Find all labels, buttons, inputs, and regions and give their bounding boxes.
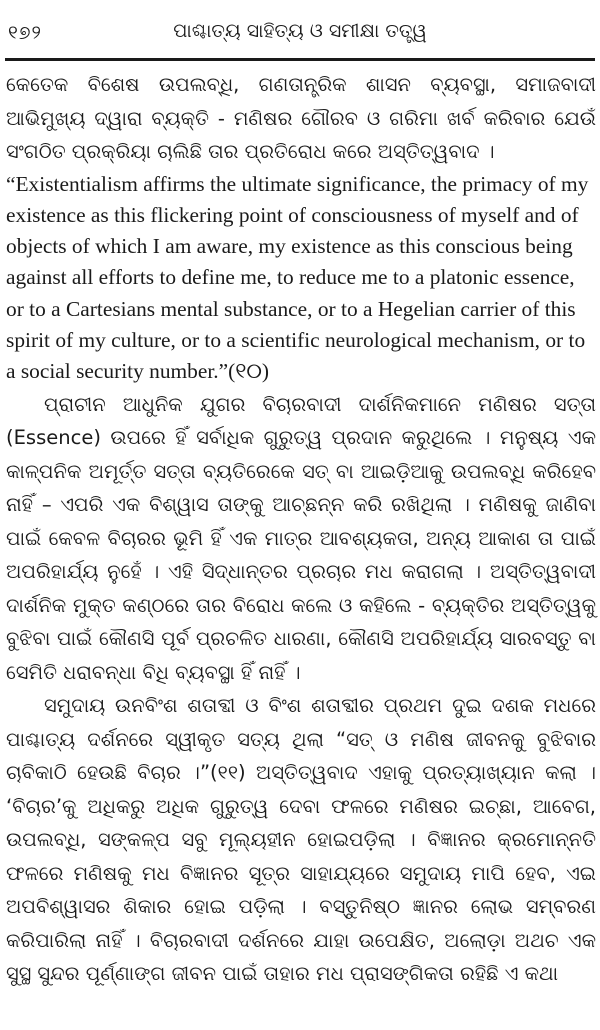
paragraph-1: କେତେକ ବିଶେଷ ଉପଲବ୍ଧି, ଗଣତାନ୍ତ୍ରିକ ଶାସନ ବ୍ୟବସ୍ଥା, ସମାଜବାଦୀ ଆଭିମୁଖ୍ୟ ଦ୍ୱାରା ବ୍ୟକ୍ତି - ମଣିଷର ଗୌରବ ଓ ଗରିମା ଖର୍ବ କରିବାର ଯେଉଁ ସଂଗଠିତ ପ୍ରକ୍ରିୟା ଚାଲିଛି ତାର ପ୍ରତିରୋଧ କରେ ଅସ୍ତିତ୍ୱବାଦ । <box>6 73 596 163</box>
header-rule <box>5 58 595 61</box>
page-number: ୧୭୨ <box>8 22 42 44</box>
page-header <box>0 8 600 48</box>
block-quote: “Existentialism affirms the ultimate significance, the primacy of my existence as this flickering point of consciousness of myself and of objects of which I am aware, my existence as this conscious being against all efforts to define me, to reduce me to a platonic essence, or to a Cartesians mental substance, or to a Hegelian carrier of this spirit of my culture, or to a scientific neurological mechanism, or to a social security number.”(୧୦) <box>6 171 589 384</box>
body-text <box>6 68 596 991</box>
paragraph-2: ପ୍ରାଚୀନ ଆଧୁନିକ ଯୁଗର ବିଚାରବାଦୀ ଦାର୍ଶନିକମାନେ ମଣିଷର ସତ୍ତା (Essence) ଉପରେ ହିଁ ସର୍ବାଧିକ ଗୁରୁତ୍ୱ ପ୍ରଦାନ କରୁଥିଲେ । ମନୁଷ୍ୟ ଏକ କାଳ୍ପନିକ ଅମୂର୍ତ୍ତ ସତ୍ତା ବ୍ୟତିରେକେ ସତ୍ ବା ଆଇଡ଼ିଆକୁ ଉପଲବ୍ଧି କରିହେବ ନାହିଁ – ଏପରି ଏକ ବିଶ୍ୱାସ ତାଙ୍କୁ ଆଚ୍ଛନ୍ନ କରି ରଖିଥିଲା । ମଣିଷକୁ ଜାଣିବା ପାଇଁ କେବଳ ବିଚାରର ଭୂମି ହିଁ ଏକ ମାତ୍ର ଆବଶ୍ୟକତା, ଅନ୍ୟ ଆକାଶ ତା ପାଇଁ ଅପରିହାର୍ଯ୍ୟ ନୁହେଁ । ଏହି ସିଦ୍ଧାନ୍ତର ପ୍ରଚାର ମଧ କରାଗଲା । ଅସ୍ତିତ୍ୱବାଦୀ ଦାର୍ଶନିକ ମୁକ୍ତ କଣ୍ଠରେ ତାର ବିରୋଧ କଲେ ଓ କହିଲେ - ବ୍ୟକ୍ତିର ଅସ୍ତିତ୍ୱକୁ ବୁଝିବା ପାଇଁ କୌଣସି ପୂର୍ବ ପ୍ରଚଳିତ ଧାରଣା, କୌଣସି ଅପରିହାର୍ଯ୍ୟ ସାରବସ୍ତୁ ବା ସେମିତି ଧରାବନ୍ଧା ବିଧି ବ୍ୟବସ୍ଥା ହିଁ ନାହିଁ । <box>6 392 596 684</box>
paragraph-3: ସମୁଦାୟ ଉନବିଂଶ ଶତାବ୍ଦୀ ଓ ବିଂଶ ଶତାବ୍ଦୀର ପ୍ରଥମ ଦୁଇ ଦଶକ ମଧରେ ପାଶ୍ଚାତ୍ୟ ଦର୍ଶନରେ ସ୍ୱୀକୃତ ସତ୍ୟ ଥିଲା “ସତ୍ ଓ ମଣିଷ ଜୀବନକୁ ବୁଝିବାର ଚାବିକାଠି ହେଉଛି ବିଚାର ।”(୧୧) ଅସ୍ତିତ୍ୱବାଦ ଏହାକୁ ପ୍ରତ୍ୟାଖ୍ୟାନ କଲା । ‘ବିଚାର’କୁ ଅଧିକରୁ ଅଧିକ ଗୁରୁତ୍ୱ ଦେବା ଫଳରେ ମଣିଷର ଇଚ୍ଛା, ଆବେଗ, ଉପଲବ୍ଧି, ସଙ୍କଳ୍ପ ସବୁ ମୂଲ୍ୟହୀନ ହୋଇପଡ଼ିଲା । ବିଜ୍ଞାନର କ୍ରମୋନ୍ନତି ଫଳରେ ମଣିଷକୁ ମଧ ବିଜ୍ଞାନର ସୂତ୍ର ସାହାଯ୍ୟରେ ସମୁଦାୟ ମାପି ହେବ, ଏଇ ଅପବିଶ୍ୱାସର ଶିକାର ହୋଇ ପଡ଼ିଲା । ବସ୍ତୁନିଷ୍ଠ ଜ୍ଞାନର ଲୋଭ ସମ୍ବରଣ କରିପାରିଲା ନାହିଁ । ବିଚାରବାଦୀ ଦର୍ଶନରେ ଯାହା ଉପେକ୍ଷିତ, ଅଲୋଡ଼ା ଅଥଚ ଏକ ସୁସ୍ଥ ସୁନ୍ଦର ପୂର୍ଣ୍ଣାଙ୍ଗ ଜୀବନ ପାଇଁ ତାହାର ମଧ ପ୍ରାସଙ୍ଗିକତା ରହିଛି ଏ କଥା <box>6 694 596 986</box>
running-title: ପାଶ୍ଚାତ୍ୟ ସାହିତ୍ୟ ଓ ସମୀକ୍ଷା ତତ୍ତ୍ୱ <box>173 20 427 42</box>
